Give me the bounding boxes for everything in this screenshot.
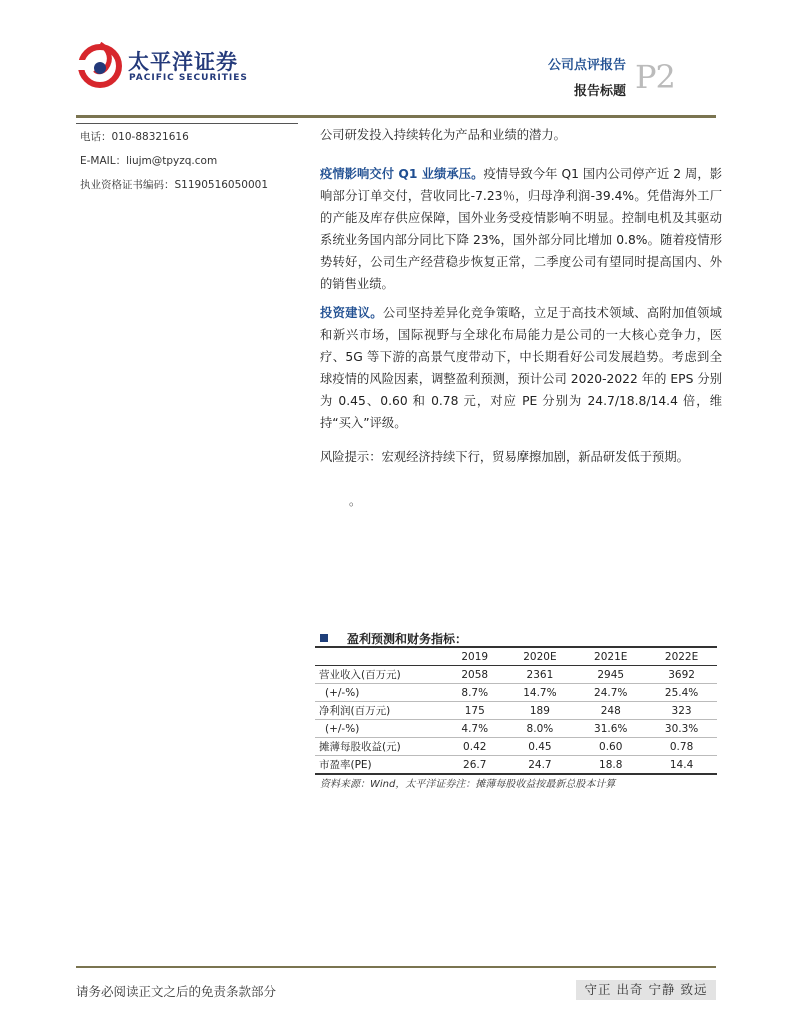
table-header-cell: 2021E xyxy=(575,647,646,666)
forecast-table xyxy=(315,646,717,775)
paragraph-text: 公司坚持差异化竞争策略，立足于高技术领域、高附加值领域和新兴市场，国际视野与全球化布局能力是公司的一大核心竞争力，医疗、5G 等下游的高景气度带动下，中长期看好公司发展趋势。考虑到全球疫情的风险因素，调整盈利预测，预计公司 2020-2022 年的 EPS 分别为 0.45、0.60 和 0.78 元，对应 PE 分别为 24.7/18.8/14.4 倍，维持“买入”评级。 xyxy=(320,306,722,430)
table-source-note: 资料来源：Wind，太平洋证券注：摊薄每股收益按最新总股本计算 xyxy=(320,779,616,790)
header-divider xyxy=(76,115,716,118)
paragraph-rd: 公司研发投入持续转化为产品和业绩的潜力。 xyxy=(320,128,566,142)
table-cell: 323 xyxy=(646,702,717,720)
report-title: 报告标题 xyxy=(573,84,626,99)
sidebar-divider xyxy=(76,123,298,124)
table-header-cell xyxy=(315,647,445,666)
page-number: P2 xyxy=(635,58,675,96)
paragraph-risk: 风险提示：宏观经济持续下行，贸易摩擦加剧，新品研发低于预期。 xyxy=(320,450,689,464)
table-row xyxy=(315,684,717,702)
row-label: 营业收入(百万元) xyxy=(315,666,445,684)
paragraph-covid-impact xyxy=(320,163,722,295)
footer-disclaimer: 请务必阅读正文之后的免责条款部分 xyxy=(76,984,277,999)
table-cell: 30.3% xyxy=(646,720,717,738)
stray-punctuation: 。 xyxy=(349,494,362,508)
footer-motto: 守正 出奇 宁静 致远 xyxy=(576,980,716,1000)
table-title: 盈利预测和财务指标： xyxy=(347,632,468,646)
table-cell: 31.6% xyxy=(575,720,646,738)
analyst-email: E-MAIL：liujm@tpyzq.com xyxy=(80,155,218,167)
table-row xyxy=(315,756,717,775)
table-cell: 0.42 xyxy=(445,738,504,756)
logo-chinese-name: 太平洋证券 xyxy=(128,50,238,74)
table-cell: 0.60 xyxy=(575,738,646,756)
table-cell: 24.7 xyxy=(504,756,575,775)
analyst-phone: 电话：010-88321616 xyxy=(80,131,189,143)
table-header-row xyxy=(315,647,717,666)
table-cell: 0.78 xyxy=(646,738,717,756)
table-row xyxy=(315,702,717,720)
paragraph-lead: 投资建议。 xyxy=(320,306,383,320)
table-cell: 4.7% xyxy=(445,720,504,738)
table-row xyxy=(315,720,717,738)
table-header-cell: 2019 xyxy=(445,647,504,666)
table-cell: 8.0% xyxy=(504,720,575,738)
table-cell: 3692 xyxy=(646,666,717,684)
logo-emblem-icon xyxy=(76,40,124,88)
analyst-cert: 执业资格证书编码：S1190516050001 xyxy=(80,179,269,191)
table-cell: 24.7% xyxy=(575,684,646,702)
table-cell: 248 xyxy=(575,702,646,720)
table-cell: 18.8 xyxy=(575,756,646,775)
financial-forecast-table xyxy=(315,630,717,775)
row-label: (+/-%) xyxy=(315,684,445,702)
row-label: (+/-%) xyxy=(315,720,445,738)
table-cell: 26.7 xyxy=(445,756,504,775)
footer-divider xyxy=(76,966,716,968)
row-label: 摊薄每股收益(元) xyxy=(315,738,445,756)
table-cell: 25.4% xyxy=(646,684,717,702)
company-logo xyxy=(76,40,336,100)
paragraph-text: 疫情导致今年 Q1 国内公司停产近 2 周，影响部分订单交付，营收同比-7.23％，归母净利润-39.4%。凭借海外工厂的产能及库存供应保障，国外业务受疫情影响不明显。控制电机及其驱动系统业务国内部分同比下降 23%，国外部分同比增加 0.8%。随着疫情形势转好，公司生产经营稳步恢复正常，二季度公司有望同时提高国内、外的销售业绩。 xyxy=(320,167,723,291)
table-cell: 8.7% xyxy=(445,684,504,702)
square-bullet-icon xyxy=(320,634,328,642)
table-cell: 189 xyxy=(504,702,575,720)
row-label: 市盈率(PE) xyxy=(315,756,445,775)
table-cell: 14.7% xyxy=(504,684,575,702)
table-row xyxy=(315,738,717,756)
report-type: 公司点评报告 xyxy=(547,58,626,73)
paragraph-lead: 疫情影响交付 Q1 业绩承压。 xyxy=(320,167,484,181)
row-label: 净利润(百万元) xyxy=(315,702,445,720)
table-cell: 14.4 xyxy=(646,756,717,775)
table-heading xyxy=(315,630,717,646)
table-row xyxy=(315,666,717,684)
table-header-cell: 2020E xyxy=(504,647,575,666)
table-cell: 2945 xyxy=(575,666,646,684)
logo-english-name: PACIFIC SECURITIES xyxy=(129,73,248,83)
table-cell: 2361 xyxy=(504,666,575,684)
table-cell: 2058 xyxy=(445,666,504,684)
table-cell: 0.45 xyxy=(504,738,575,756)
table-header-cell: 2022E xyxy=(646,647,717,666)
paragraph-investment-advice xyxy=(320,302,722,434)
table-cell: 175 xyxy=(445,702,504,720)
